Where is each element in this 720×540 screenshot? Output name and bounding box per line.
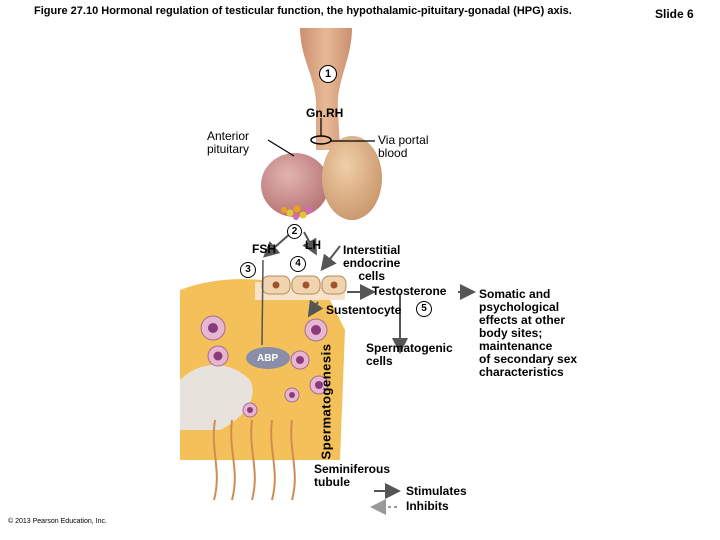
legend-inhibits-label: Inhibits [406, 499, 449, 513]
testosterone-label: Testosterone [372, 284, 447, 298]
legend-stimulates-label: Stimulates [406, 484, 467, 498]
seminiferous-tubule-label: Seminiferous tubule [314, 462, 391, 489]
anterior-pituitary-label: Anterior pituitary [207, 129, 250, 156]
posterior-pituitary [322, 136, 382, 220]
step-2-marker [287, 224, 302, 239]
step-2-label: 2 [291, 226, 298, 237]
spermatogenic-cells-label: Spermatogenic cells [366, 341, 453, 368]
interstitial-cells-label: Interstitial endocrine cells [343, 243, 401, 283]
step-3-label: 3 [245, 264, 251, 275]
hypothalamus-stalk [300, 28, 352, 150]
figure-title: Figure 27.10 Hormonal regulation of testicular function, the hypothalamic-pituitary-gonadal (HPG) axis. [34, 5, 572, 17]
step-5-label: 5 [421, 303, 427, 314]
step-5-marker [416, 301, 432, 317]
lh-label: LH [305, 238, 321, 252]
somatic-effects-label: Somatic and psychological effects at other body sites; maintenance of secondary sex characteristics [479, 287, 578, 379]
copyright: © 2013 Pearson Education, Inc. [8, 518, 107, 525]
step-4-marker [290, 256, 306, 272]
via-portal-blood-label: Via portal blood [378, 133, 429, 160]
fsh-label: FSH [252, 242, 276, 256]
step-1-marker [319, 65, 337, 83]
slide-number: Slide 6 [655, 7, 694, 21]
step-4-label: 4 [295, 258, 301, 269]
sustentocyte-label: Sustentocyte [326, 303, 402, 317]
step-3-marker [240, 262, 256, 278]
step-1-label: 1 [324, 68, 332, 80]
spermatogenesis-label: Spermatogenesis [318, 343, 334, 460]
abp-label: ABP [257, 353, 279, 364]
gnrh-label: Gn.RH [306, 106, 344, 120]
interstitial-cells [262, 276, 346, 294]
